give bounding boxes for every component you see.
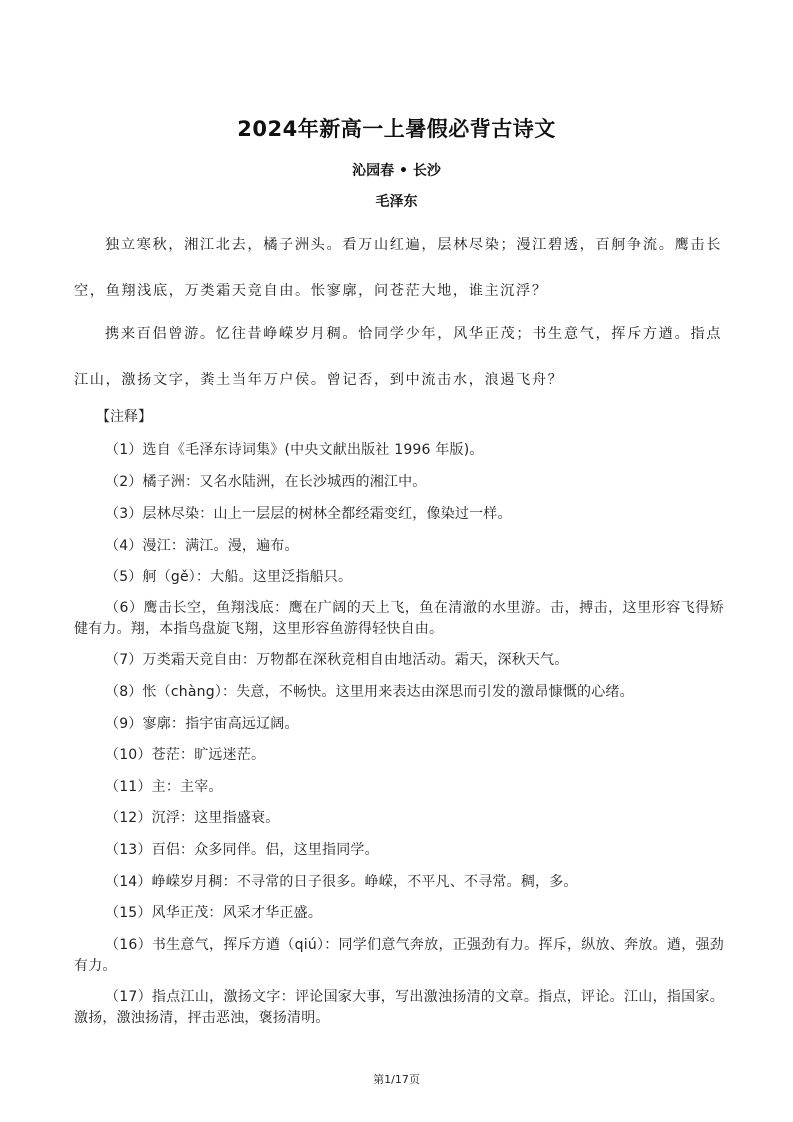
- note-item-2: （2）橘子洲：又名水陆洲，在长沙城西的湘江中。: [105, 474, 427, 490]
- note-item-12: （12）沉浮：这里指盛衰。: [105, 810, 280, 826]
- note-item-16: （16）书生意气，挥斥方遒（qiú）：同学们意气奔放，正强劲有力。挥斥，纵放、奔放。遒，强劲有力。: [74, 937, 724, 974]
- note-item-6: （6）鹰击长空，鱼翔浅底：鹰在广阔的天上飞，鱼在清澈的水里游。击，搏击，这里形容飞得矫健有力。翔，本指鸟盘旋飞翔，这里形容鱼游得轻快自由。: [74, 600, 724, 637]
- poem-stanza-1: 独立寒秋，湘江北去，橘子洲头。看万山红遍，层林尽染；漫江碧透，百舸争流。鹰击长空，鱼翔浅底，万类霜天竞自由。怅寥廓，问苍茫大地，谁主沉浮？: [74, 237, 722, 299]
- note-item-3: （3）层林尽染：山上一层层的树林全都经霜变红，像染过一样。: [105, 506, 512, 522]
- note-item-8: （8）怅（chàng）：失意，不畅快。这里用来表达由深思而引发的激昂慷慨的心绪。: [105, 684, 634, 700]
- note-item-11: （11）主：主宰。: [105, 779, 223, 795]
- notes-heading: 【注释】: [96, 409, 152, 425]
- note-item-7: （7）万类霜天竞自由：万物都在深秋竞相自由地活动。霜天，深秋天气。: [105, 652, 569, 668]
- page-number: 第1/17页: [373, 1073, 420, 1086]
- poem-author: 毛泽东: [375, 194, 418, 210]
- note-item-15: （15）风华正茂：风采才华正盛。: [105, 905, 323, 921]
- note-item-10: （10）苍茫：旷远迷茫。: [105, 747, 266, 763]
- note-item-1: （1）选自《毛泽东诗词集》(中央文献出版社 1996 年版)。: [105, 442, 484, 458]
- note-item-13: （13）百侣：众多同伴。侣，这里指同学。: [105, 842, 379, 858]
- poem-stanza-2: 携来百侣曾游。忆往昔峥嵘岁月稠。恰同学少年，风华正茂；书生意气，挥斥方遒。指点江山，激扬文字，粪土当年万户侯。曾记否，到中流击水，浪遏飞舟？: [74, 326, 722, 388]
- note-item-9: （9）寥廓：指宇宙高远辽阔。: [105, 716, 299, 732]
- document-title: 2024年新高一上暑假必背古诗文: [237, 117, 556, 141]
- note-item-5: （5）舸（gě）：大船。这里泛指船只。: [105, 569, 353, 585]
- note-item-17: （17）指点江山，激扬文字：评论国家大事，写出激浊扬清的文章。指点，评论。江山，指国家。激扬，激浊扬清，抨击恶浊，褒扬清明。: [74, 989, 724, 1026]
- poem-title: 沁园春 • 长沙: [352, 163, 441, 179]
- note-item-14: （14）峥嵘岁月稠：不寻常的日子很多。峥嵘，不平凡、不寻常。稠，多。: [105, 874, 578, 890]
- note-item-4: （4）漫江：满江。漫，遍布。: [105, 538, 299, 554]
